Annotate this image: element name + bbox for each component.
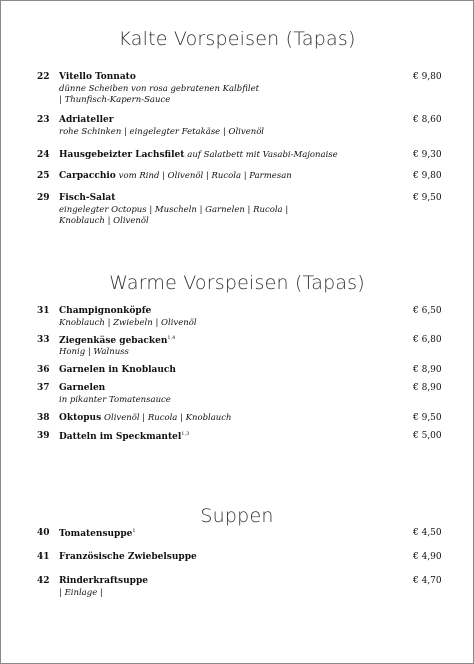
item-number: 36 bbox=[37, 365, 50, 375]
item-name: Französische Zwiebelsuppe bbox=[59, 552, 197, 562]
item-name: Carpacchio bbox=[59, 171, 116, 181]
item-name: Hausgebeizter Lachsfilet bbox=[59, 150, 185, 160]
item-number: 29 bbox=[37, 193, 50, 203]
item-price: € 4,50 bbox=[413, 528, 442, 538]
allergen-superscript: 1,3 bbox=[181, 431, 190, 437]
item-inline-description: auf Salatbett mit Vasabi-Majonaise bbox=[187, 150, 338, 160]
item-description: Honig | Walnuss bbox=[59, 347, 129, 357]
item-description: Knoblauch | Olivenöl bbox=[59, 216, 149, 226]
item-name: Garnelen in Knoblauch bbox=[59, 365, 176, 375]
item-price: € 4,90 bbox=[413, 552, 442, 562]
section-title-warme-vorspeisen: Warme Vorspeisen (Tapas) bbox=[109, 272, 365, 294]
item-name: Rinderkraftsuppe bbox=[59, 576, 148, 586]
item-name: Fisch-Salat bbox=[59, 193, 116, 203]
item-name: Tomatensuppe bbox=[59, 529, 133, 539]
item-name: Datteln im Speckmantel bbox=[59, 432, 182, 442]
item-description: Knoblauch | Zwiebeln | Olivenöl bbox=[59, 318, 197, 328]
allergen-superscript: 1,4 bbox=[167, 335, 176, 341]
item-name: Adriateller bbox=[59, 115, 114, 125]
item-price: € 8,90 bbox=[413, 365, 442, 375]
item-price: € 9,50 bbox=[413, 413, 442, 423]
item-name: Garnelen bbox=[59, 383, 106, 393]
section-title-kalte-vorspeisen: Kalte Vorspeisen (Tapas) bbox=[118, 28, 356, 50]
item-description: eingelegter Octopus | Muscheln | Garnelen | Rucola | bbox=[59, 205, 289, 215]
item-number: 23 bbox=[37, 115, 50, 125]
item-number: 41 bbox=[37, 552, 50, 562]
item-number: 40 bbox=[37, 528, 50, 538]
item-number: 24 bbox=[37, 150, 50, 160]
section-title-suppen: Suppen bbox=[200, 505, 274, 527]
item-description: in pikanter Tomatensauce bbox=[59, 395, 171, 405]
item-price: € 4,70 bbox=[413, 576, 442, 586]
item-description: | Thunfisch-Kapern-Sauce bbox=[59, 95, 171, 105]
item-number: 22 bbox=[37, 72, 50, 82]
item-number: 42 bbox=[37, 576, 50, 586]
item-number: 33 bbox=[37, 335, 50, 345]
item-name: Vitello Tonnato bbox=[59, 72, 136, 82]
item-description: | Einlage | bbox=[59, 588, 103, 598]
item-name: Champignonköpfe bbox=[59, 306, 152, 316]
item-number: 25 bbox=[37, 171, 50, 181]
item-price: € 8,90 bbox=[413, 383, 442, 393]
item-description: rohe Schinken | eingelegter Fetakäse | Olivenöl bbox=[59, 127, 265, 137]
item-price: € 9,80 bbox=[413, 72, 442, 82]
item-price: € 9,30 bbox=[413, 150, 442, 160]
item-number: 37 bbox=[37, 383, 50, 393]
item-description: dünne Scheiben von rosa gebratenen Kalbfilet bbox=[59, 84, 260, 94]
item-number: 31 bbox=[37, 306, 50, 316]
item-price: € 9,80 bbox=[413, 171, 442, 181]
item-number: 38 bbox=[37, 413, 50, 423]
item-inline-description: vom Rind | Olivenöl | Rucola | Parmesan bbox=[118, 171, 292, 181]
item-price: € 5,00 bbox=[413, 431, 442, 441]
item-price: € 8,60 bbox=[413, 115, 442, 125]
item-price: € 6,80 bbox=[413, 335, 442, 345]
item-inline-description: Olivenöl | Rucola | Knoblauch bbox=[104, 413, 232, 423]
item-name: Ziegenkäse gebacken bbox=[59, 336, 168, 346]
item-price: € 6,50 bbox=[413, 306, 442, 316]
item-number: 39 bbox=[37, 431, 50, 441]
item-name: Oktopus bbox=[59, 413, 102, 423]
item-price: € 9,50 bbox=[413, 193, 442, 203]
allergen-superscript: 1 bbox=[132, 528, 136, 534]
